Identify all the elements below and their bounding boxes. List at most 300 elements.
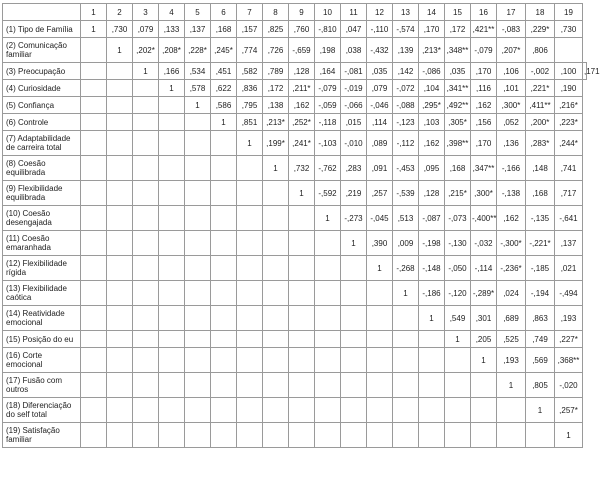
correlation-cell: ,301 [471, 306, 497, 331]
correlation-cell [81, 331, 107, 348]
correlation-cell: ,390 [367, 231, 393, 256]
correlation-cell: ,079 [133, 21, 159, 38]
table-row [3, 156, 587, 181]
correlation-cell [211, 281, 237, 306]
header-row [3, 4, 587, 21]
correlation-cell [341, 281, 367, 306]
row-label: (7) Adaptabilidade de carreira total [3, 131, 81, 156]
correlation-cell [159, 373, 185, 398]
correlation-cell [419, 423, 445, 448]
correlation-cell [497, 423, 526, 448]
correlation-cell: ,138 [263, 97, 289, 114]
correlation-cell: ,741 [555, 156, 583, 181]
correlation-cell [133, 181, 159, 206]
correlation-cell [107, 63, 133, 80]
table-row [3, 131, 587, 156]
column-header-1: 1 [81, 4, 107, 21]
correlation-cell [107, 331, 133, 348]
correlation-cell: ,760 [289, 21, 315, 38]
table-body [3, 21, 600, 448]
correlation-cell: ,732 [289, 156, 315, 181]
correlation-cell [159, 206, 185, 231]
correlation-cell: ,148 [526, 156, 555, 181]
header-corner-cell [3, 4, 81, 21]
correlation-cell: ,223* [555, 114, 583, 131]
correlation-cell: 1 [107, 38, 133, 63]
table-row [3, 231, 587, 256]
correlation-cell: -,432 [367, 38, 393, 63]
correlation-cell: ,851 [237, 114, 263, 131]
correlation-cell: ,586 [211, 97, 237, 114]
correlation-cell: -,046 [367, 97, 393, 114]
column-header-19: 19 [555, 4, 583, 21]
correlation-cell: 1 [341, 231, 367, 256]
correlation-cell [211, 306, 237, 331]
row-label: (1) Tipo de Família [3, 21, 81, 38]
correlation-cell: ,863 [526, 306, 555, 331]
correlation-cell: 1 [133, 63, 159, 80]
correlation-cell: ,047 [341, 21, 367, 38]
correlation-cell: ,795 [237, 97, 263, 114]
correlation-cell: ,101 [497, 80, 526, 97]
correlation-cell: ,193 [497, 348, 526, 373]
row-label: (13) Flexibilidade caótica [3, 281, 81, 306]
correlation-cell [185, 181, 211, 206]
correlation-cell: -,641 [555, 206, 583, 231]
correlation-cell: 1 [526, 398, 555, 423]
column-header-17: 17 [497, 4, 526, 21]
correlation-cell: ,104 [419, 80, 445, 97]
correlation-cell: ,825 [263, 21, 289, 38]
correlation-cell [263, 348, 289, 373]
correlation-cell: 1 [263, 156, 289, 181]
correlation-cell: -,659 [289, 38, 315, 63]
correlation-cell: -,002 [526, 63, 555, 80]
row-label: (8) Coesão equilibrada [3, 156, 81, 181]
correlation-cell: ,689 [497, 306, 526, 331]
correlation-cell: -,020 [555, 373, 583, 398]
correlation-cell [393, 423, 419, 448]
correlation-cell: -,300* [497, 231, 526, 256]
correlation-cell: ,156 [471, 114, 497, 131]
correlation-cell [237, 231, 263, 256]
correlation-cell [263, 256, 289, 281]
correlation-cell [159, 181, 185, 206]
correlation-cell: 1 [315, 206, 341, 231]
table-row [3, 114, 587, 131]
correlation-cell [133, 373, 159, 398]
correlation-cell [107, 373, 133, 398]
correlation-cell [81, 423, 107, 448]
correlation-cell: -,088 [393, 97, 419, 114]
correlation-cell [211, 206, 237, 231]
correlation-cell: ,103 [419, 114, 445, 131]
correlation-cell [445, 398, 471, 423]
correlation-cell [133, 206, 159, 231]
table-row [3, 398, 587, 423]
correlation-cell [133, 398, 159, 423]
correlation-cell: ,341** [445, 80, 471, 97]
correlation-cell [159, 281, 185, 306]
correlation-cell: ,726 [263, 38, 289, 63]
table-row [3, 373, 587, 398]
correlation-cell: ,300* [471, 181, 497, 206]
correlation-cell [81, 80, 107, 97]
column-header-4: 4 [159, 4, 185, 21]
correlation-cell [185, 156, 211, 181]
correlation-cell [471, 398, 497, 423]
correlation-cell: -,810 [315, 21, 341, 38]
correlation-cell [81, 373, 107, 398]
correlation-cell [289, 306, 315, 331]
correlation-cell: -,289* [471, 281, 497, 306]
correlation-cell [341, 256, 367, 281]
correlation-cell: ,513 [393, 206, 419, 231]
correlation-cell [263, 373, 289, 398]
table-row [3, 256, 587, 281]
table-row [3, 306, 587, 331]
correlation-cell: ,128 [289, 63, 315, 80]
correlation-cell [211, 181, 237, 206]
correlation-cell: -,083 [497, 21, 526, 38]
row-label: (10) Coesão desengajada [3, 206, 81, 231]
correlation-cell [237, 306, 263, 331]
correlation-cell [159, 348, 185, 373]
correlation-cell [445, 373, 471, 398]
correlation-cell [159, 97, 185, 114]
correlation-cell [133, 97, 159, 114]
correlation-cell: ,199* [263, 131, 289, 156]
correlation-cell: -,268 [393, 256, 419, 281]
correlation-cell [211, 423, 237, 448]
correlation-cell [81, 398, 107, 423]
row-label: (4) Curiosidade [3, 80, 81, 97]
row-label: (17) Fusão com outros [3, 373, 81, 398]
correlation-cell: ,162 [471, 97, 497, 114]
correlation-cell: ,024 [497, 281, 526, 306]
correlation-cell [289, 281, 315, 306]
correlation-cell [81, 114, 107, 131]
correlation-cell: 1 [81, 21, 107, 38]
correlation-cell [211, 256, 237, 281]
correlation-cell: -,221* [526, 231, 555, 256]
correlation-cell: ,283 [341, 156, 367, 181]
correlation-cell: ,300* [497, 97, 526, 114]
column-header-2: 2 [107, 4, 133, 21]
correlation-cell: ,348** [445, 38, 471, 63]
correlation-cell: ,116 [471, 80, 497, 97]
correlation-cell [315, 348, 341, 373]
correlation-cell: -,273 [341, 206, 367, 231]
correlation-cell [107, 114, 133, 131]
correlation-cell: ,139 [393, 38, 419, 63]
correlation-cell: ,749 [526, 331, 555, 348]
table-row [3, 63, 587, 80]
column-header-14: 14 [419, 4, 445, 21]
correlation-cell: ,164 [315, 63, 341, 80]
correlation-cell [289, 423, 315, 448]
correlation-cell [341, 348, 367, 373]
correlation-cell: ,730 [555, 21, 583, 38]
table-row [3, 97, 587, 114]
correlation-cell: ,205 [471, 331, 497, 348]
correlation-cell [263, 331, 289, 348]
correlation-cell [133, 131, 159, 156]
correlation-cell [341, 373, 367, 398]
correlation-cell [81, 156, 107, 181]
correlation-cell [107, 156, 133, 181]
correlation-cell [471, 373, 497, 398]
correlation-cell [237, 348, 263, 373]
correlation-cell [211, 398, 237, 423]
correlation-cell: ,157 [237, 21, 263, 38]
correlation-cell [185, 231, 211, 256]
correlation-cell: -,453 [393, 156, 419, 181]
correlation-cell: -,123 [393, 114, 419, 131]
correlation-cell: ,578 [185, 80, 211, 97]
correlation-cell: -,194 [526, 281, 555, 306]
correlation-cell: ,730 [107, 21, 133, 38]
row-label: (11) Coesão emaranhada [3, 231, 81, 256]
correlation-cell [107, 206, 133, 231]
row-label: (6) Controle [3, 114, 81, 131]
correlation-cell: ,774 [237, 38, 263, 63]
correlation-cell [393, 398, 419, 423]
correlation-cell: ,136 [497, 131, 526, 156]
correlation-cell: -,762 [315, 156, 341, 181]
correlation-cell: -,081 [341, 63, 367, 80]
correlation-cell: ,219 [341, 181, 367, 206]
correlation-cell [107, 306, 133, 331]
correlation-cell: ,208* [159, 38, 185, 63]
correlation-cell [107, 97, 133, 114]
correlation-cell [107, 348, 133, 373]
correlation-cell: ,162 [289, 97, 315, 114]
correlation-cell [367, 306, 393, 331]
correlation-cell [289, 348, 315, 373]
correlation-cell: ,582 [237, 63, 263, 80]
correlation-cell: ,534 [185, 63, 211, 80]
correlation-cell: 1 [419, 306, 445, 331]
table-header [3, 4, 587, 21]
correlation-cell: 1 [159, 80, 185, 97]
correlation-cell [419, 373, 445, 398]
correlation-cell [367, 373, 393, 398]
correlation-cell [185, 398, 211, 423]
correlation-cell [315, 306, 341, 331]
table-row [3, 21, 587, 38]
row-label: (16) Corte emocional [3, 348, 81, 373]
correlation-cell: -,138 [497, 181, 526, 206]
correlation-cell [107, 80, 133, 97]
correlation-cell: ,221* [526, 80, 555, 97]
correlation-cell [367, 281, 393, 306]
column-header-13: 13 [393, 4, 419, 21]
correlation-cell [107, 256, 133, 281]
correlation-cell [393, 331, 419, 348]
column-header-18: 18 [526, 4, 555, 21]
correlation-cell [107, 231, 133, 256]
correlation-cell: -,087 [419, 206, 445, 231]
correlation-cell: ,198 [315, 38, 341, 63]
correlation-cell [263, 398, 289, 423]
correlation-cell [315, 373, 341, 398]
correlation-cell: ,170 [419, 21, 445, 38]
correlation-cell: ,836 [237, 80, 263, 97]
correlation-cell [107, 398, 133, 423]
column-header-16: 16 [471, 4, 497, 21]
correlation-cell: ,525 [497, 331, 526, 348]
correlation-cell: -,079 [471, 38, 497, 63]
correlation-cell: ,368** [555, 348, 583, 373]
correlation-cell [185, 331, 211, 348]
correlation-cell [133, 156, 159, 181]
correlation-cell: ,421** [471, 21, 497, 38]
correlation-cell: -,114 [471, 256, 497, 281]
correlation-cell: ,166 [159, 63, 185, 80]
correlation-cell: -,186 [419, 281, 445, 306]
correlation-cell [185, 131, 211, 156]
correlation-cell [263, 281, 289, 306]
correlation-cell [289, 256, 315, 281]
correlation-cell: 1 [445, 331, 471, 348]
correlation-cell [81, 281, 107, 306]
correlation-cell: 1 [497, 373, 526, 398]
correlation-cell: ,162 [497, 206, 526, 231]
correlation-cell: -,112 [393, 131, 419, 156]
correlation-cell: 1 [211, 114, 237, 131]
column-header-11: 11 [341, 4, 367, 21]
correlation-cell: -,010 [341, 131, 367, 156]
column-header-10: 10 [315, 4, 341, 21]
correlation-cell: ,549 [445, 306, 471, 331]
correlation-cell [185, 114, 211, 131]
correlation-cell [185, 373, 211, 398]
correlation-cell: -,135 [526, 206, 555, 231]
correlation-cell [237, 373, 263, 398]
correlation-cell [445, 423, 471, 448]
correlation-cell [341, 398, 367, 423]
correlation-cell: ,295* [419, 97, 445, 114]
correlation-cell [159, 398, 185, 423]
correlation-cell [419, 348, 445, 373]
correlation-cell [341, 306, 367, 331]
correlation-cell: -,086 [419, 63, 445, 80]
correlation-cell [133, 348, 159, 373]
correlation-cell: ,207* [497, 38, 526, 63]
correlation-cell [367, 423, 393, 448]
correlation-cell: ,190 [555, 80, 583, 97]
correlation-cell: -,066 [341, 97, 367, 114]
correlation-cell [133, 331, 159, 348]
correlation-cell: -,494 [555, 281, 583, 306]
correlation-table [2, 3, 600, 448]
correlation-cell [211, 331, 237, 348]
correlation-cell [185, 348, 211, 373]
correlation-cell [211, 131, 237, 156]
correlation-cell: -,198 [419, 231, 445, 256]
correlation-cell: -,130 [445, 231, 471, 256]
correlation-cell: ,244* [555, 131, 583, 156]
correlation-cell [315, 331, 341, 348]
correlation-cell [367, 398, 393, 423]
correlation-cell [133, 256, 159, 281]
correlation-cell: 1 [471, 348, 497, 373]
correlation-cell [159, 423, 185, 448]
correlation-cell [81, 97, 107, 114]
correlation-cell: ,091 [367, 156, 393, 181]
row-label: (12) Flexibilidade rígida [3, 256, 81, 281]
correlation-cell [419, 398, 445, 423]
column-header-3: 3 [133, 4, 159, 21]
correlation-cell [341, 331, 367, 348]
correlation-cell [107, 131, 133, 156]
correlation-cell [107, 281, 133, 306]
correlation-cell: ,137 [555, 231, 583, 256]
correlation-cell [81, 131, 107, 156]
table-row [3, 181, 587, 206]
correlation-cell [393, 373, 419, 398]
correlation-cell: -,592 [315, 181, 341, 206]
row-label: (14) Reatividade emocional [3, 306, 81, 331]
table-row [3, 38, 587, 63]
correlation-cell: ,411** [526, 97, 555, 114]
correlation-cell: ,137 [185, 21, 211, 38]
correlation-cell: 1 [185, 97, 211, 114]
correlation-cell [237, 281, 263, 306]
correlation-cell: ,213* [419, 38, 445, 63]
correlation-cell [185, 206, 211, 231]
correlation-cell [289, 373, 315, 398]
correlation-cell [393, 348, 419, 373]
correlation-cell [367, 331, 393, 348]
correlation-cell: ,717 [555, 181, 583, 206]
correlation-cell: ,451 [211, 63, 237, 80]
correlation-cell [211, 156, 237, 181]
correlation-cell [185, 306, 211, 331]
correlation-cell: ,252* [289, 114, 315, 131]
correlation-cell: -,103 [315, 131, 341, 156]
correlation-cell [526, 423, 555, 448]
correlation-cell: ,168 [445, 156, 471, 181]
correlation-cell: ,168 [211, 21, 237, 38]
correlation-cell: ,492** [445, 97, 471, 114]
correlation-cell [133, 306, 159, 331]
correlation-cell: ,171 [583, 63, 587, 80]
correlation-cell: ,806 [526, 38, 555, 63]
correlation-cell: ,142 [393, 63, 419, 80]
correlation-cell [133, 281, 159, 306]
correlation-cell [263, 231, 289, 256]
table-row [3, 206, 587, 231]
correlation-cell: ,035 [367, 63, 393, 80]
correlation-cell [289, 331, 315, 348]
correlation-cell [263, 181, 289, 206]
correlation-cell [263, 306, 289, 331]
correlation-cell [237, 156, 263, 181]
correlation-cell: ,128 [419, 181, 445, 206]
correlation-cell [107, 181, 133, 206]
column-header-6: 6 [211, 4, 237, 21]
row-label: (18) Diferenciação do self total [3, 398, 81, 423]
correlation-cell: -,072 [393, 80, 419, 97]
correlation-cell: ,347** [471, 156, 497, 181]
correlation-cell [341, 423, 367, 448]
correlation-cell: ,021 [555, 256, 583, 281]
correlation-cell: -,073 [445, 206, 471, 231]
correlation-cell [81, 181, 107, 206]
correlation-cell: ,216* [555, 97, 583, 114]
